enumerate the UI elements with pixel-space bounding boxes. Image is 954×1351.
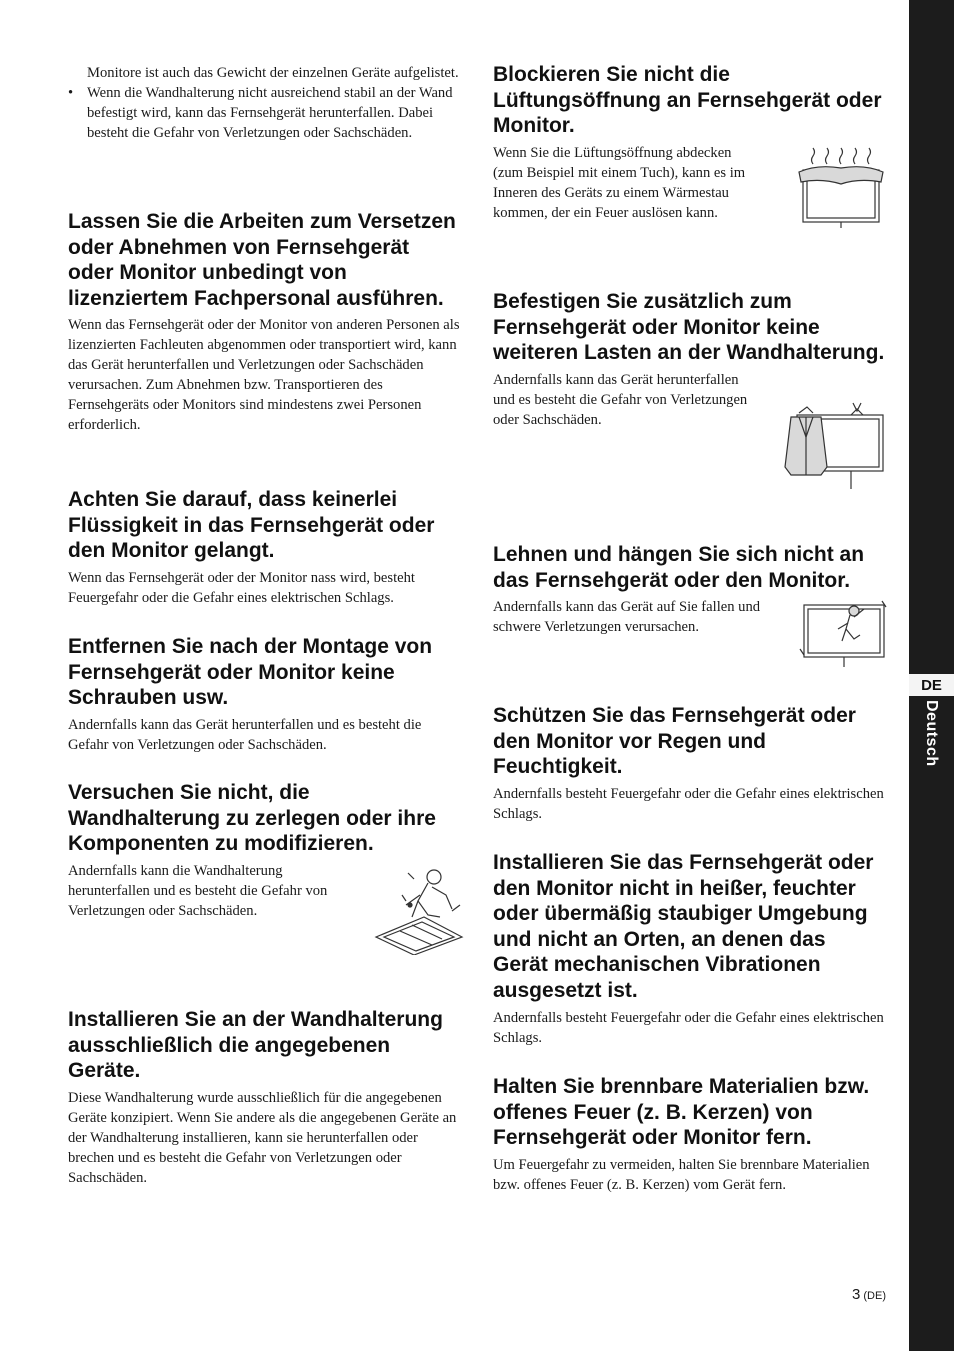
language-name-label: Deutsch <box>923 700 940 767</box>
section-no-liquid <box>68 487 460 608</box>
disassembly-illustration-icon <box>372 865 464 955</box>
page-number-value: 3 <box>852 1286 861 1303</box>
section-body: Andernfalls besteht Feuergefahr oder die Gefahr eines elektrischen Schlags. <box>493 1009 884 1046</box>
section-heading: Lassen Sie die Arbeiten zum Versetzen oder Abnehmen von Fernsehgerät oder Monitor unbedingt von lizenziertem Fachpersonal ausführen. <box>68 210 456 310</box>
section-body: Andernfalls kann die Wandhalterung herunterfallen und es besteht die Gefahr von Verletzungen oder Sachschäden. <box>68 862 328 919</box>
page-number-suffix: (DE) <box>863 1290 886 1302</box>
section-heading: Befestigen Sie zusätzlich zum Fernsehgerät oder Monitor keine weiteren Lasten an der Wandhalterung. <box>493 290 885 365</box>
section-body: Andernfalls kann das Gerät herunterfallen und es besteht die Gefahr von Verletzungen oder Sachschäden. <box>68 716 422 753</box>
section-no-disassembly <box>68 780 460 921</box>
section-heading: Entfernen Sie nach der Montage von Fernsehgerät oder Monitor keine Schrauben usw. <box>68 635 433 710</box>
section-body: Wenn das Fernsehgerät oder der Monitor nass wird, besteht Feuergefahr oder die Gefahr eines elektrischen Schlags. <box>68 569 415 606</box>
hanging-coat-illustration-icon <box>781 397 889 493</box>
section-heading: Installieren Sie an der Wandhalterung ausschließlich die angegebenen Geräte. <box>68 1008 443 1083</box>
page-number <box>852 1286 886 1303</box>
leaning-person-illustration-icon <box>798 599 888 669</box>
section-heading: Versuchen Sie nicht, die Wandhalterung zu zerlegen oder ihre Komponenten zu modifizieren. <box>68 781 436 856</box>
section-body: Wenn das Fernsehgerät oder der Monitor von anderen Personen als lizenzierten Fachleuten abgenommen oder transportiert wird, kann das Gerät herunterfallen und Verletzungen oder Sachschäden verursachen. Zum Abnehmen bzw. Transportieren des Fernsehgeräts oder Monitors sind mindestens zwei Personen erforderlich. <box>68 317 460 434</box>
intro-block <box>68 63 460 143</box>
section-heading: Schützen Sie das Fernsehgerät oder den Monitor vor Regen und Feuchtigkeit. <box>493 704 856 779</box>
section-body: Andernfalls kann das Gerät herunterfallen und es besteht die Gefahr von Verletzungen oder Sachschäden. <box>493 371 748 428</box>
language-code-badge: DE <box>909 674 954 696</box>
section-heading: Blockieren Sie nicht die Lüftungsöffnung an Fernsehgerät oder Monitor. <box>493 63 882 138</box>
section-body: Andernfalls besteht Feuergefahr oder die Gefahr eines elektrischen Schlags. <box>493 785 884 822</box>
intro-bullet: • Wenn die Wandhalterung nicht ausreichend stabil an der Wand befestigt wird, kann das Fernsehgerät herunterfallen. Dabei besteht die Gefahr von Verletzungen oder Sachschäden. <box>68 83 460 143</box>
section-no-extra-loads <box>493 289 886 430</box>
covered-vent-illustration-icon <box>797 144 887 230</box>
section-body: Andernfalls kann das Gerät auf Sie fallen und schwere Verletzungen verursachen. <box>493 599 761 636</box>
section-body: Diese Wandhalterung wurde ausschließlich für die angegebenen Geräte konzipiert. Wenn Sie andere als die angegebenen Geräte an der Wandhalterung installieren, kann sie herunterfallen oder brechen und es besteht die Gefahr von Verletzungen oder Sachschäden. <box>68 1089 457 1186</box>
section-flammables <box>493 1074 886 1195</box>
section-body: Wenn Sie die Lüftungsöffnung abdecken (zum Beispiel mit einem Tuch), kann es im Inneren des Geräts zu einem Wärmestau kommen, der ein Feuer auslösen kann. <box>493 144 746 221</box>
section-heading: Installieren Sie das Fernsehgerät oder den Monitor nicht in heißer, feuchter oder übermäßig staubiger Umgebung und nicht an Orten, an denen das Gerät mechanischen Vibrationen ausgesetzt ist. <box>493 851 874 1002</box>
section-no-screw-removal <box>68 634 460 755</box>
section-environment <box>493 850 886 1048</box>
section-body: Um Feuergefahr zu vermeiden, halten Sie brennbare Materialien bzw. offenes Feuer (z. B. Kerzen) vom Gerät fern. <box>493 1156 870 1193</box>
section-professional-removal <box>68 209 460 435</box>
intro-continuation: Monitore ist auch das Gewicht der einzelnen Geräte aufgelistet. <box>87 65 459 81</box>
section-heading: Lehnen und hängen Sie sich nicht an das Fernsehgerät oder den Monitor. <box>493 543 865 592</box>
section-ventilation <box>493 62 886 223</box>
section-heading: Halten Sie brennbare Materialien bzw. offenes Feuer (z. B. Kerzen) von Fernsehgerät oder Monitor fern. <box>493 1075 870 1150</box>
section-heading: Achten Sie darauf, dass keinerlei Flüssigkeit in das Fernsehgerät oder den Monitor gelangt. <box>68 488 435 563</box>
section-rain-moisture <box>493 703 886 824</box>
section-no-leaning <box>493 542 886 637</box>
section-specified-devices <box>68 1007 460 1188</box>
